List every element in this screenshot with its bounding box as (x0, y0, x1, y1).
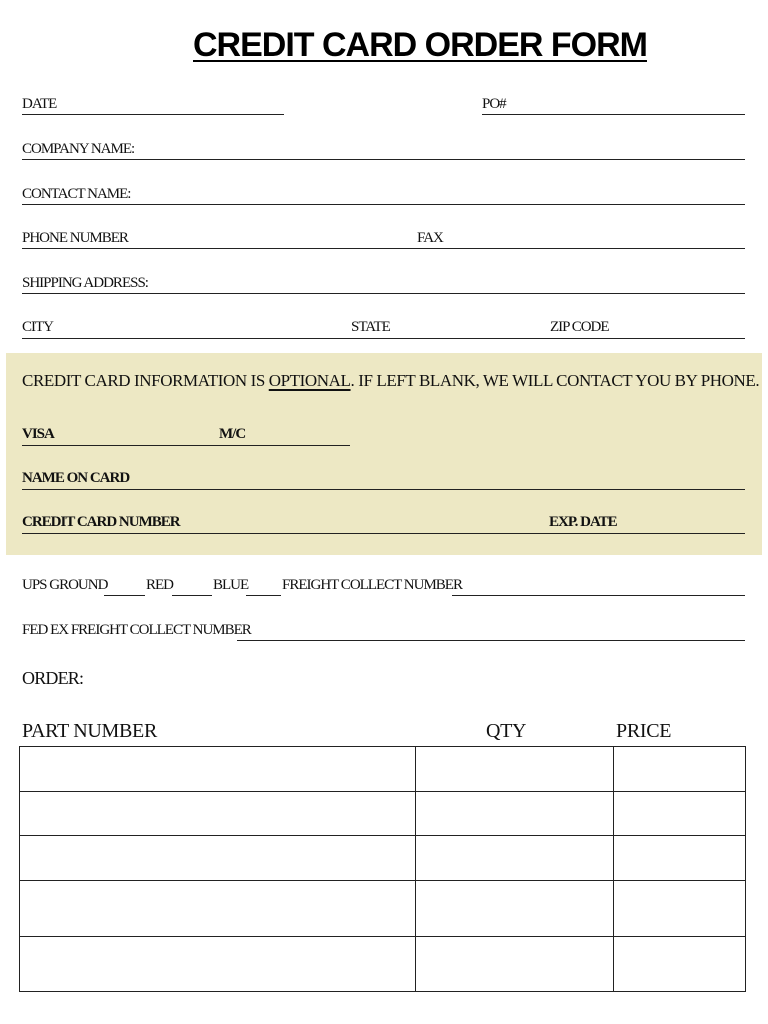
card-type-field[interactable] (22, 445, 350, 446)
zip-code-label: ZIP CODE (550, 319, 609, 335)
credit-card-notice (22, 371, 759, 391)
contact-name-field[interactable] (22, 204, 745, 205)
city-state-zip-field[interactable] (22, 338, 745, 339)
shipping-address-label: SHIPPING ADDRESS: (22, 275, 148, 291)
state-label: STATE (351, 319, 390, 335)
ups-ground-field[interactable] (104, 595, 145, 596)
price-cell[interactable] (614, 937, 746, 992)
notice-emphasis: OPTIONAL (268, 371, 351, 390)
shipping-address-field[interactable] (22, 293, 745, 294)
price-cell[interactable] (614, 836, 746, 881)
qty-cell[interactable] (416, 747, 614, 792)
date-label: DATE (22, 96, 57, 112)
po-field[interactable] (482, 114, 745, 115)
price-cell[interactable] (614, 747, 746, 792)
qty-cell[interactable] (416, 881, 614, 937)
city-label: CITY (22, 319, 53, 335)
table-row (20, 881, 746, 937)
company-name-field[interactable] (22, 159, 745, 160)
card-number-label: CREDIT CARD NUMBER (22, 514, 180, 530)
freight-collect-label: FREIGHT COLLECT NUMBER (282, 577, 462, 593)
date-field[interactable] (22, 114, 284, 115)
notice-prefix: CREDIT CARD INFORMATION IS (22, 371, 269, 390)
qty-cell[interactable] (416, 836, 614, 881)
qty-cell[interactable] (416, 937, 614, 992)
fedex-field[interactable] (237, 640, 745, 641)
exp-date-label: EXP. DATE (549, 514, 617, 530)
form-title: CREDIT CARD ORDER FORM (193, 26, 647, 64)
visa-label: VISA (22, 426, 54, 442)
table-row (20, 836, 746, 881)
notice-suffix: . IF LEFT BLANK, WE WILL CONTACT YOU BY PHONE. (350, 371, 760, 390)
freight-collect-field[interactable] (452, 595, 745, 596)
part-number-cell[interactable] (20, 792, 416, 836)
order-label: ORDER: (22, 668, 84, 688)
part-number-cell[interactable] (20, 747, 416, 792)
order-table (19, 746, 746, 992)
qty-cell[interactable] (416, 792, 614, 836)
table-row (20, 747, 746, 792)
ups-ground-label: UPS GROUND (22, 577, 108, 593)
col-price: PRICE (616, 720, 672, 742)
company-name-label: COMPANY NAME: (22, 141, 135, 157)
part-number-cell[interactable] (20, 881, 416, 937)
fedex-label: FED EX FREIGHT COLLECT NUMBER (22, 622, 251, 638)
col-qty: QTY (486, 720, 527, 742)
part-number-cell[interactable] (20, 937, 416, 992)
part-number-cell[interactable] (20, 836, 416, 881)
card-number-field[interactable] (22, 533, 745, 534)
price-cell[interactable] (614, 792, 746, 836)
price-cell[interactable] (614, 881, 746, 937)
red-label: RED (146, 577, 173, 593)
table-row (20, 937, 746, 992)
blue-field[interactable] (246, 595, 281, 596)
contact-name-label: CONTACT NAME: (22, 186, 131, 202)
name-on-card-label: NAME ON CARD (22, 470, 130, 486)
table-row (20, 792, 746, 836)
name-on-card-field[interactable] (22, 489, 745, 490)
po-label: PO# (482, 96, 506, 112)
col-part-number: PART NUMBER (22, 720, 157, 742)
blue-label: BLUE (213, 577, 249, 593)
mc-label: M/C (219, 426, 246, 442)
phone-number-field[interactable] (22, 248, 745, 249)
red-field[interactable] (172, 595, 212, 596)
phone-number-label: PHONE NUMBER (22, 230, 128, 246)
fax-label: FAX (417, 230, 443, 246)
